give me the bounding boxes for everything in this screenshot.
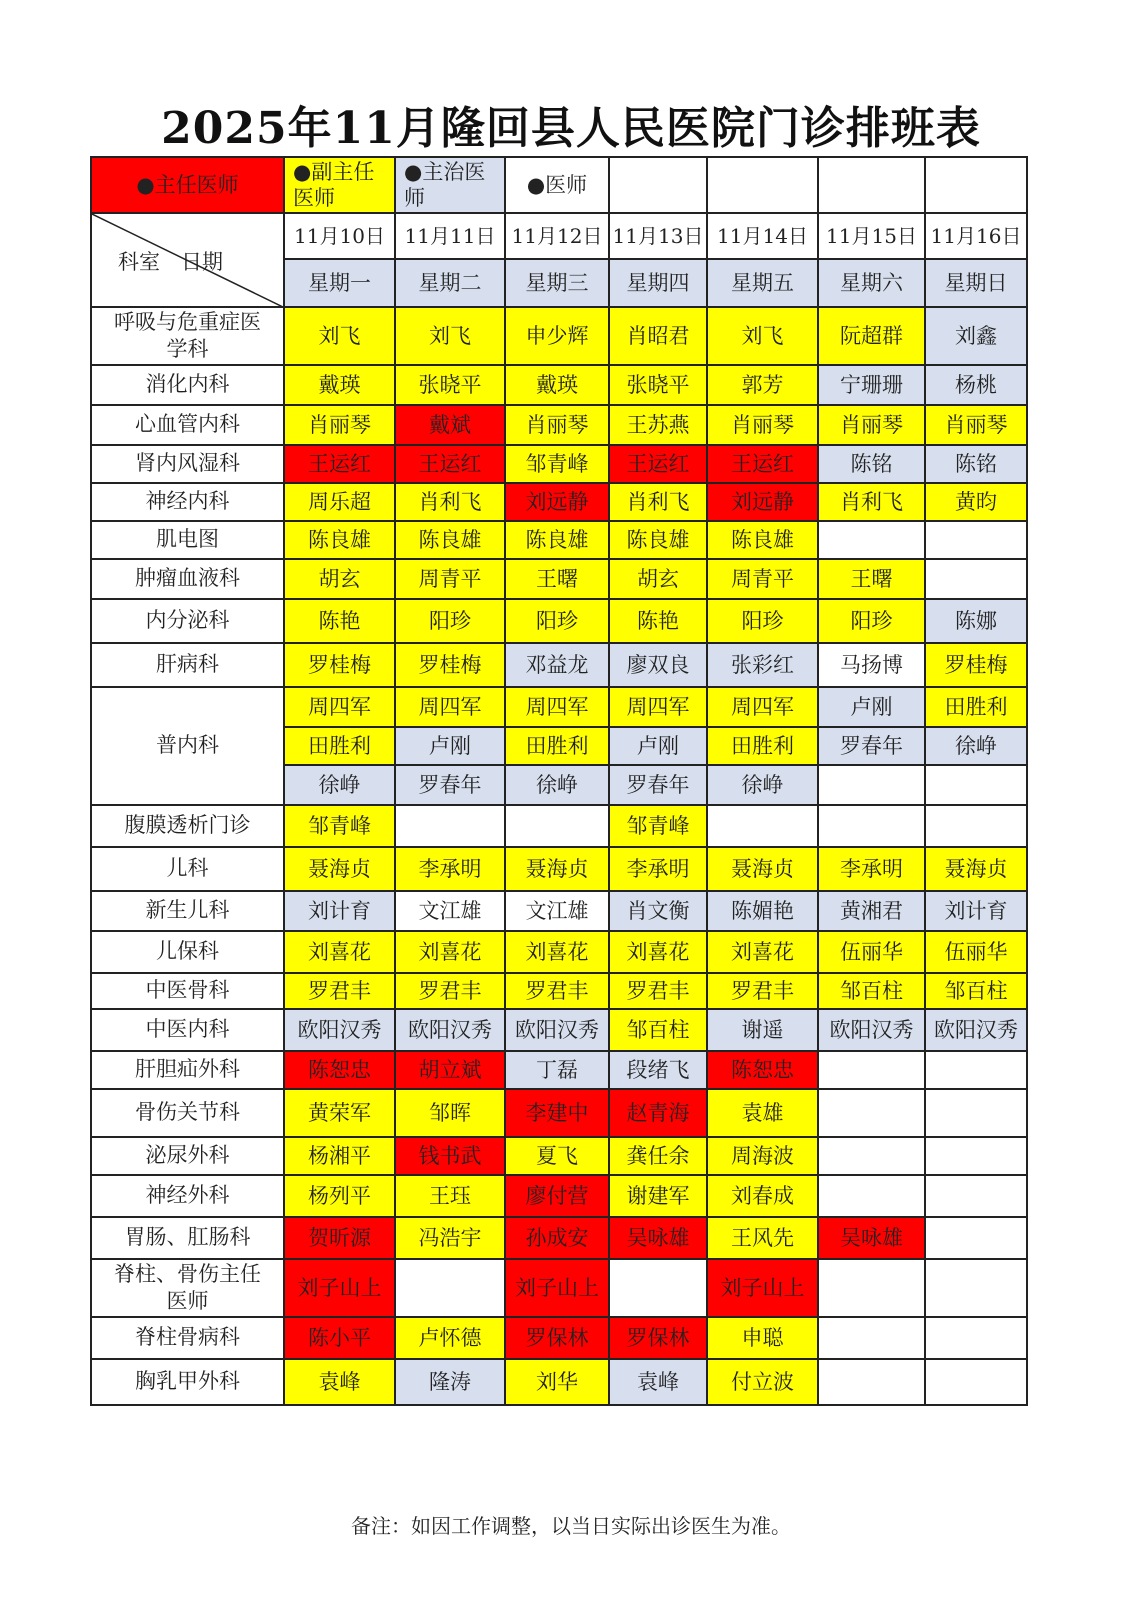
legend-resident: ●医师 [505,157,609,213]
department-name: 肾内风湿科 [91,445,284,483]
doctor-cell: 刘飞 [707,307,818,365]
legend-chief: ●主任医师 [91,157,284,213]
department-name: 儿科 [91,847,284,891]
doctor-cell: 罗保林 [609,1317,707,1359]
doctor-cell: 王运红 [609,445,707,483]
doctor-cell: 杨列平 [284,1175,395,1217]
dept-row [91,365,1027,405]
doctor-cell: 胡玄 [609,559,707,599]
doctor-cell: 文江雄 [505,891,609,931]
doctor-cell: 周乐超 [284,483,395,521]
doctor-cell: 陈良雄 [707,521,818,559]
empty-cell [707,157,818,213]
dept-row [91,973,1027,1009]
dept-row [91,1137,1027,1175]
date-header: 11月15日 [818,213,925,259]
doctor-cell: 夏飞 [505,1137,609,1175]
doctor-cell: 冯浩宇 [395,1217,505,1259]
doctor-cell: 郭芳 [707,365,818,405]
doctor-cell: 聂海贞 [707,847,818,891]
doctor-cell: 谢遥 [707,1009,818,1051]
department-name: 胃肠、肛肠科 [91,1217,284,1259]
doctor-cell: 周四军 [505,687,609,727]
doctor-cell: 肖利飞 [395,483,505,521]
doctor-cell: 戴斌 [395,405,505,445]
doctor-cell: 刘春成 [707,1175,818,1217]
dept-row [91,1359,1027,1405]
empty-cell [818,765,925,805]
doctor-cell: 钱书武 [395,1137,505,1175]
doctor-cell: 黄湘君 [818,891,925,931]
weekday-header: 星期五 [707,259,818,307]
doctor-cell: 张彩红 [707,643,818,687]
doctor-cell: 肖文衡 [609,891,707,931]
dept-row [91,805,1027,847]
doctor-cell: 李承明 [818,847,925,891]
doctor-cell: 罗君丰 [505,973,609,1009]
doctor-cell: 陈媚艳 [707,891,818,931]
legend-attending: ●主治医师 [395,157,505,213]
doctor-cell: 陈艳 [609,599,707,643]
empty-cell [818,1051,925,1089]
dept-row [91,1051,1027,1089]
dept-row [91,847,1027,891]
doctor-cell: 罗春年 [609,765,707,805]
department-name: 肌电图 [91,521,284,559]
doctor-cell: 王曙 [505,559,609,599]
doctor-cell: 欧阳汉秀 [395,1009,505,1051]
doctor-cell: 戴瑛 [505,365,609,405]
doctor-cell: 陈良雄 [284,521,395,559]
doctor-cell: 罗君丰 [395,973,505,1009]
department-name: 呼吸与危重症医学科 [91,307,284,365]
doctor-cell: 周青平 [707,559,818,599]
doctor-cell: 孙成安 [505,1217,609,1259]
doctor-cell: 邹青峰 [609,805,707,847]
doctor-cell: 邹青峰 [505,445,609,483]
doctor-cell: 袁峰 [284,1359,395,1405]
doctor-cell: 罗春年 [395,765,505,805]
doctor-cell: 罗春年 [818,727,925,765]
date-header: 11月10日 [284,213,395,259]
doctor-cell: 陈良雄 [505,521,609,559]
doctor-cell: 邹晖 [395,1089,505,1137]
empty-cell [818,1089,925,1137]
doctor-cell: 王运红 [284,445,395,483]
doctor-cell: 谢建军 [609,1175,707,1217]
doctor-cell: 邓益龙 [505,643,609,687]
weekday-header: 星期二 [395,259,505,307]
doctor-cell: 刘计育 [925,891,1027,931]
department-name: 中医内科 [91,1009,284,1051]
department-name: 肝病科 [91,643,284,687]
empty-cell [818,157,925,213]
doctor-cell: 刘飞 [395,307,505,365]
doctor-cell: 邹百柱 [818,973,925,1009]
empty-cell [818,1317,925,1359]
dept-row [91,307,1027,365]
dept-row [91,483,1027,521]
department-name: 脊柱、骨伤主任医师 [91,1259,284,1317]
doctor-cell: 刘喜花 [284,931,395,973]
dept-row [91,1217,1027,1259]
doctor-cell: 贺昕源 [284,1217,395,1259]
doctor-cell: 陈恕忠 [284,1051,395,1089]
doctor-cell: 王曙 [818,559,925,599]
empty-cell [925,559,1027,599]
doctor-cell: 李承明 [609,847,707,891]
doctor-cell: 李承明 [395,847,505,891]
doctor-cell: 周四军 [609,687,707,727]
doctor-cell: 聂海贞 [505,847,609,891]
footnote: 备注：如因工作调整，以当日实际出诊医生为准。 [351,1514,791,1538]
doctor-cell: 吴咏雄 [609,1217,707,1259]
doctor-cell: 邹百柱 [925,973,1027,1009]
doctor-cell: 张晓平 [609,365,707,405]
doctor-cell: 段绪飞 [609,1051,707,1089]
empty-cell [925,157,1027,213]
doctor-cell: 罗保林 [505,1317,609,1359]
doctor-cell: 伍丽华 [925,931,1027,973]
department-name: 神经外科 [91,1175,284,1217]
doctor-cell: 陈娜 [925,599,1027,643]
date-header: 11月13日 [609,213,707,259]
doctor-cell: 肖丽琴 [505,405,609,445]
doctor-cell: 黄荣军 [284,1089,395,1137]
doctor-cell: 马扬博 [818,643,925,687]
doctor-cell: 肖丽琴 [284,405,395,445]
doctor-cell: 欧阳汉秀 [818,1009,925,1051]
doctor-cell: 徐峥 [707,765,818,805]
doctor-cell: 聂海贞 [925,847,1027,891]
empty-cell [707,805,818,847]
doctor-cell: 田胜利 [284,727,395,765]
department-name: 腹膜透析门诊 [91,805,284,847]
department-name: 肝胆疝外科 [91,1051,284,1089]
doctor-cell: 付立波 [707,1359,818,1405]
dept-row [91,599,1027,643]
department-name: 新生儿科 [91,891,284,931]
doctor-cell: 欧阳汉秀 [505,1009,609,1051]
doctor-cell: 肖利飞 [609,483,707,521]
doctor-cell: 欧阳汉秀 [284,1009,395,1051]
weekday-header: 星期四 [609,259,707,307]
doctor-cell: 吴咏雄 [818,1217,925,1259]
doctor-cell: 文江雄 [395,891,505,931]
doctor-cell: 王运红 [707,445,818,483]
empty-cell [395,1259,505,1317]
doctor-cell: 陈良雄 [395,521,505,559]
dept-row [91,405,1027,445]
doctor-cell: 杨桃 [925,365,1027,405]
doctor-cell: 徐峥 [505,765,609,805]
doctor-cell: 陈良雄 [609,521,707,559]
doctor-cell: 伍丽华 [818,931,925,973]
doctor-cell: 戴瑛 [284,365,395,405]
department-name: 泌尿外科 [91,1137,284,1175]
doctor-cell: 刘远静 [707,483,818,521]
doctor-cell: 袁雄 [707,1089,818,1137]
doctor-cell: 阳珍 [395,599,505,643]
doctor-cell: 陈铭 [925,445,1027,483]
doctor-cell: 卢刚 [818,687,925,727]
doctor-cell: 廖付营 [505,1175,609,1217]
doctor-cell: 邹青峰 [284,805,395,847]
doctor-cell: 刘华 [505,1359,609,1405]
dept-row [91,643,1027,687]
doctor-cell: 徐峥 [284,765,395,805]
weekday-header: 星期日 [925,259,1027,307]
empty-cell [818,1259,925,1317]
dept-row [91,1175,1027,1217]
doctor-cell: 肖丽琴 [707,405,818,445]
empty-cell [818,1175,925,1217]
weekday-header: 星期一 [284,259,395,307]
dept-row [91,559,1027,599]
weekday-header: 星期三 [505,259,609,307]
date-header: 11月11日 [395,213,505,259]
doctor-cell: 周青平 [395,559,505,599]
date-header: 11月12日 [505,213,609,259]
dept-row [91,1009,1027,1051]
doctor-cell: 黄昀 [925,483,1027,521]
doctor-cell: 李建中 [505,1089,609,1137]
empty-cell [925,521,1027,559]
date-header: 11月16日 [925,213,1027,259]
doctor-cell: 罗桂梅 [925,643,1027,687]
empty-cell [818,521,925,559]
empty-cell [818,805,925,847]
doctor-cell: 肖利飞 [818,483,925,521]
dept-row [91,891,1027,931]
doctor-cell: 聂海贞 [284,847,395,891]
doctor-cell: 杨湘平 [284,1137,395,1175]
doctor-cell: 刘喜花 [505,931,609,973]
doctor-cell: 廖双良 [609,643,707,687]
doctor-cell: 阮超群 [818,307,925,365]
department-name: 骨伤关节科 [91,1089,284,1137]
department-name: 中医骨科 [91,973,284,1009]
doctor-cell: 周四军 [395,687,505,727]
doctor-cell: 周四军 [284,687,395,727]
doctor-cell: 王风先 [707,1217,818,1259]
doctor-cell: 赵青海 [609,1089,707,1137]
doctor-cell: 田胜利 [707,727,818,765]
doctor-cell: 刘计育 [284,891,395,931]
doctor-cell: 陈恕忠 [707,1051,818,1089]
doctor-cell: 陈铭 [818,445,925,483]
dept-row [91,931,1027,973]
dept-row [91,521,1027,559]
doctor-cell: 肖丽琴 [818,405,925,445]
dept-row [91,445,1027,483]
doctor-cell: 阳珍 [707,599,818,643]
doctor-cell: 徐峥 [925,727,1027,765]
doctor-cell: 陈艳 [284,599,395,643]
doctor-cell: 欧阳汉秀 [925,1009,1027,1051]
doctor-cell: 王珏 [395,1175,505,1217]
doctor-cell: 邹百柱 [609,1009,707,1051]
doctor-cell: 申少辉 [505,307,609,365]
doctor-cell: 刘子山上 [505,1259,609,1317]
department-name: 神经内科 [91,483,284,521]
doctor-cell: 张晓平 [395,365,505,405]
legend-associate-chief: ●副主任医师 [284,157,395,213]
dept-row [91,1317,1027,1359]
legend-row [91,157,1027,213]
doctor-cell: 卢怀德 [395,1317,505,1359]
empty-cell [925,1051,1027,1089]
date-row [91,213,1027,259]
doctor-cell: 陈小平 [284,1317,395,1359]
doctor-cell: 阳珍 [505,599,609,643]
empty-cell [818,1359,925,1405]
doctor-cell: 周四军 [707,687,818,727]
doctor-cell: 罗君丰 [284,973,395,1009]
dept-row [91,1089,1027,1137]
department-name: 脊柱骨病科 [91,1317,284,1359]
doctor-cell: 阳珍 [818,599,925,643]
doctor-cell: 罗君丰 [707,973,818,1009]
department-name: 内分泌科 [91,599,284,643]
empty-cell [925,805,1027,847]
doctor-cell: 罗桂梅 [395,643,505,687]
corner-header [91,213,284,307]
doctor-cell: 刘飞 [284,307,395,365]
doctor-cell: 罗君丰 [609,973,707,1009]
empty-cell [925,1089,1027,1137]
doctor-cell: 罗桂梅 [284,643,395,687]
doctor-cell: 刘远静 [505,483,609,521]
empty-cell [925,765,1027,805]
doctor-cell: 刘喜花 [395,931,505,973]
doctor-cell: 王苏燕 [609,405,707,445]
doctor-cell: 肖昭君 [609,307,707,365]
schedule-table [90,156,1028,1406]
department-name: 肿瘤血液科 [91,559,284,599]
doctor-cell: 隆涛 [395,1359,505,1405]
page-title: 2025年11月隆回县人民医院门诊排班表 [161,103,981,154]
doctor-cell: 刘喜花 [707,931,818,973]
doctor-cell: 丁磊 [505,1051,609,1089]
empty-cell [925,1217,1027,1259]
empty-cell [395,805,505,847]
doctor-cell: 刘喜花 [609,931,707,973]
doctor-cell: 胡玄 [284,559,395,599]
doctor-cell: 宁珊珊 [818,365,925,405]
doctor-cell: 卢刚 [609,727,707,765]
date-header: 11月14日 [707,213,818,259]
doctor-cell: 袁峰 [609,1359,707,1405]
doctor-cell: 龚任余 [609,1137,707,1175]
doctor-cell: 卢刚 [395,727,505,765]
empty-cell [925,1259,1027,1317]
doctor-cell: 刘鑫 [925,307,1027,365]
doctor-cell: 周海波 [707,1137,818,1175]
department-name: 儿保科 [91,931,284,973]
doctor-cell: 田胜利 [925,687,1027,727]
corner-label: 科室 日期 [118,250,223,274]
empty-cell [609,1259,707,1317]
empty-cell [925,1317,1027,1359]
doctor-cell: 申聪 [707,1317,818,1359]
empty-cell [505,805,609,847]
empty-cell [925,1175,1027,1217]
department-name: 普内科 [91,687,284,805]
empty-cell [609,157,707,213]
weekday-header: 星期六 [818,259,925,307]
doctor-cell: 刘子山上 [284,1259,395,1317]
doctor-cell: 王运红 [395,445,505,483]
department-name: 消化内科 [91,365,284,405]
department-name: 心血管内科 [91,405,284,445]
doctor-cell: 田胜利 [505,727,609,765]
empty-cell [818,1137,925,1175]
dept-row [91,1259,1027,1317]
empty-cell [925,1137,1027,1175]
department-name: 胸乳甲外科 [91,1359,284,1405]
doctor-cell: 胡立斌 [395,1051,505,1089]
empty-cell [925,1359,1027,1405]
doctor-cell: 肖丽琴 [925,405,1027,445]
doctor-cell: 刘子山上 [707,1259,818,1317]
dept-row [91,687,1027,727]
